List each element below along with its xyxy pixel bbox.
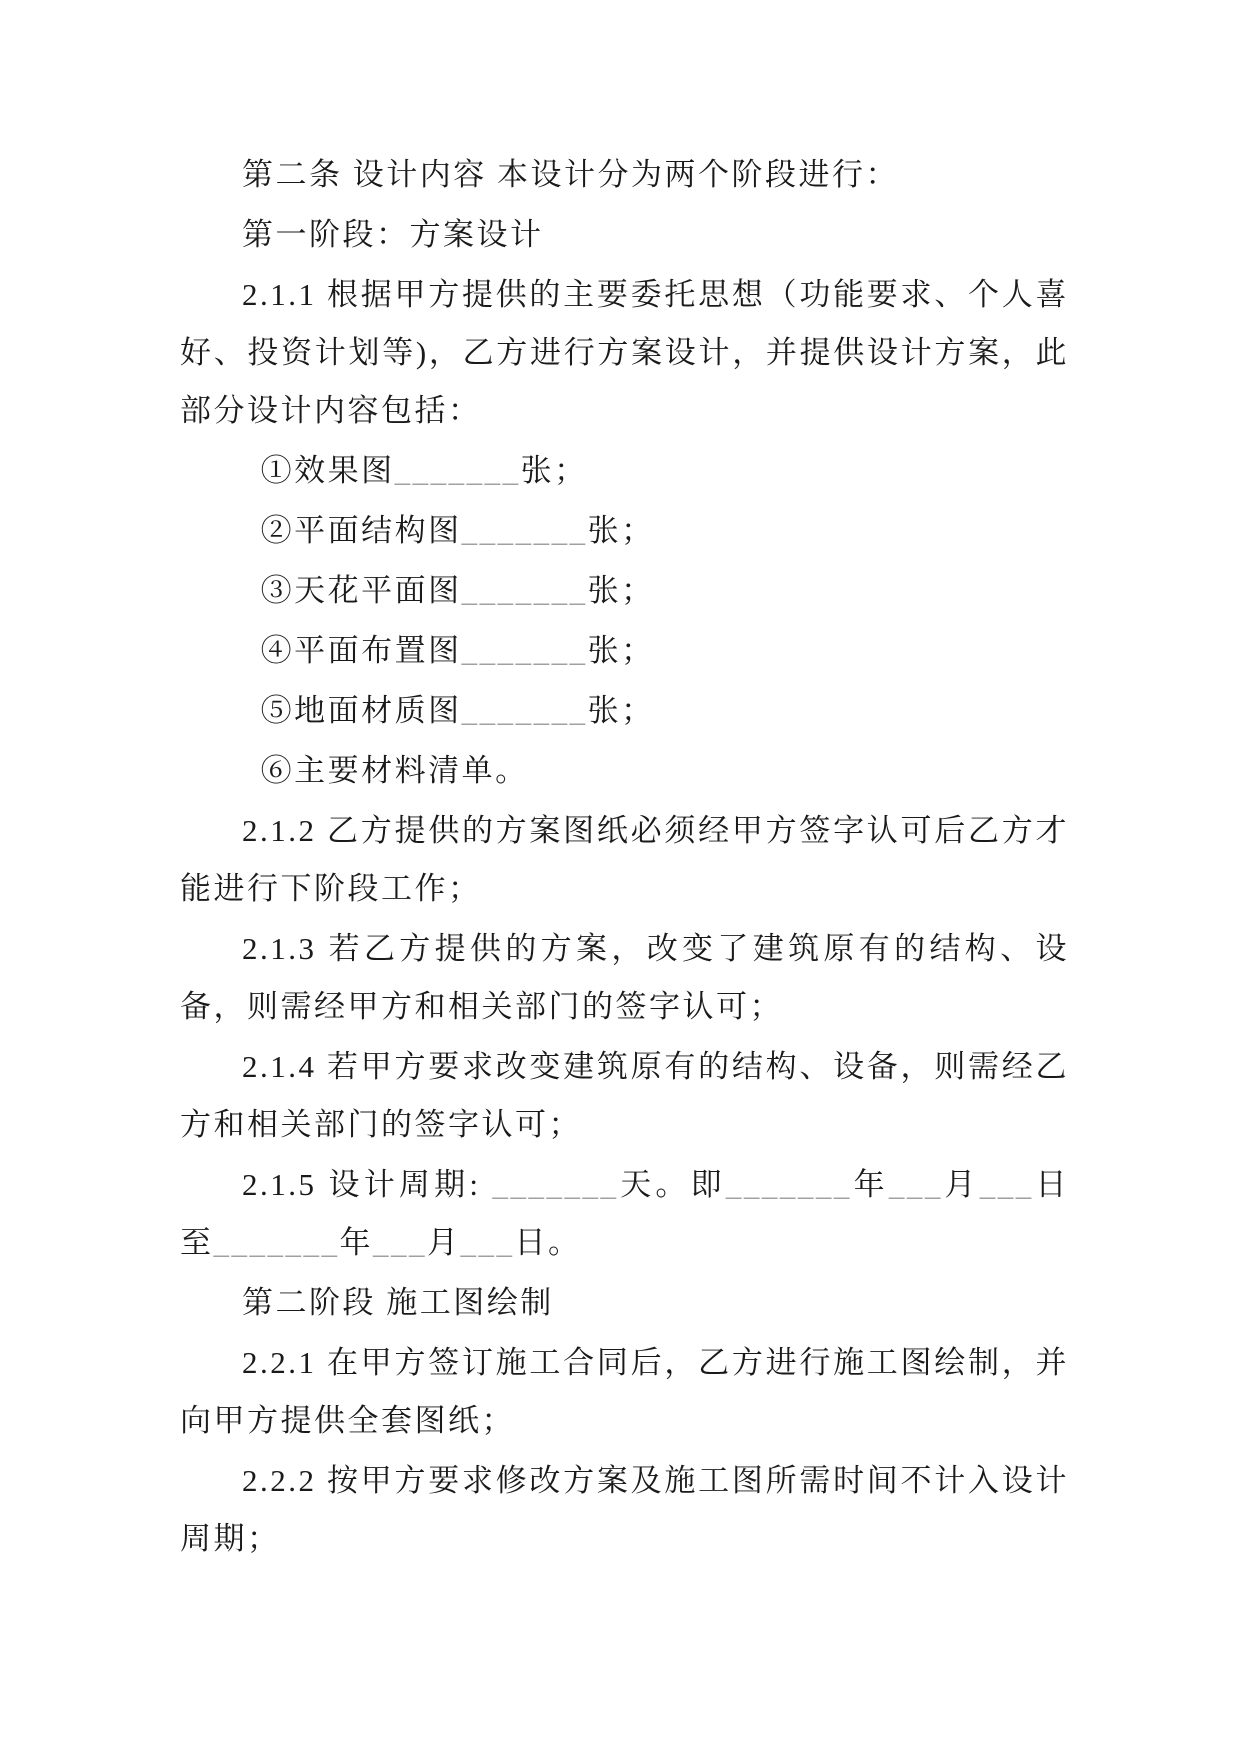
text-run: 张； <box>587 633 655 668</box>
blank-underline: ___ <box>373 1225 427 1260</box>
text-run: 第一阶段：方案设计 <box>242 217 544 252</box>
deliverable-6-material-list <box>180 742 1069 800</box>
clause-2-1-3 <box>180 920 1069 1036</box>
text-run: ③天花平面图 <box>260 573 462 608</box>
clause-2-1-2 <box>180 802 1069 918</box>
text-run: 日至 <box>180 1167 1070 1260</box>
text-run: 张； <box>587 513 655 548</box>
deliverable-5-floor-material-drawing <box>180 682 1069 740</box>
stage-2-title <box>180 1274 1069 1332</box>
text-run: ⑥主要材料清单。 <box>260 753 529 788</box>
text-run: 2.1.2 乙方提供的方案图纸必须经甲方签字认可后乙方才能进行下阶段工作； <box>180 813 1069 906</box>
blank-underline: ___ <box>979 1167 1034 1202</box>
text-run: 2.1.5 设计周期: <box>242 1167 493 1202</box>
text-run: 第二条 设计内容 本设计分为两个阶段进行： <box>242 157 899 192</box>
clause-2-2-2 <box>180 1452 1069 1568</box>
clause-2-2-1 <box>180 1334 1069 1450</box>
blank-underline: ___ <box>460 1225 515 1260</box>
text-run: 张； <box>587 693 655 728</box>
text-run: 年 <box>851 1167 889 1202</box>
text-run: 天。即 <box>618 1167 726 1202</box>
text-run: ①效果图 <box>260 453 395 488</box>
deliverable-2-plan-structure-drawing <box>180 502 1069 560</box>
blank-underline: _______ <box>394 453 521 488</box>
text-run: ②平面结构图 <box>260 513 462 548</box>
text-run: 张； <box>520 453 588 488</box>
text-run: 张； <box>587 573 655 608</box>
text-run: 第二阶段 施工图绘制 <box>242 1285 554 1320</box>
text-run: 月 <box>427 1225 461 1260</box>
text-run: 2.1.1 根据甲方提供的主要委托思想（功能要求、个人喜好、投资计划等)，乙方进行方案设计，并提供设计方案，此部分设计内容包括： <box>180 277 1069 428</box>
blank-underline: _______ <box>725 1167 852 1202</box>
clause-2-title <box>180 146 1069 204</box>
stage-1-title <box>180 206 1069 264</box>
deliverable-4-layout-plan-drawing <box>180 622 1069 680</box>
text-run: 年 <box>339 1225 373 1260</box>
text-run: 2.1.4 若甲方要求改变建筑原有的结构、设备，则需经乙方和相关部门的签字认可； <box>180 1049 1069 1142</box>
text-run: 日。 <box>514 1225 582 1260</box>
blank-underline: _______ <box>461 513 588 548</box>
clause-2-1-4 <box>180 1038 1069 1154</box>
blank-underline: _______ <box>213 1225 340 1260</box>
text-run: 2.2.2 按甲方要求修改方案及施工图所需时间不计入设计周期； <box>180 1463 1069 1556</box>
blank-underline: _______ <box>461 693 588 728</box>
text-run: ⑤地面材质图 <box>260 693 462 728</box>
text-run: 2.2.1 在甲方签订施工合同后，乙方进行施工图绘制，并向甲方提供全套图纸； <box>180 1345 1069 1438</box>
text-run: 月 <box>942 1167 980 1202</box>
deliverable-3-ceiling-plan-drawing <box>180 562 1069 620</box>
blank-underline: _______ <box>492 1167 619 1202</box>
clause-2-1-5-design-period <box>180 1156 1069 1272</box>
text-run: ④平面布置图 <box>260 633 462 668</box>
deliverable-1-effect-drawing <box>180 442 1069 500</box>
blank-underline: _______ <box>461 633 588 668</box>
text-run: 2.1.3 若乙方提供的方案，改变了建筑原有的结构、设备，则需经甲方和相关部门的签字认可； <box>180 931 1069 1024</box>
blank-underline: _______ <box>461 573 588 608</box>
document-body <box>180 146 1069 1568</box>
blank-underline: ___ <box>888 1167 943 1202</box>
clause-2-1-1 <box>180 266 1069 440</box>
